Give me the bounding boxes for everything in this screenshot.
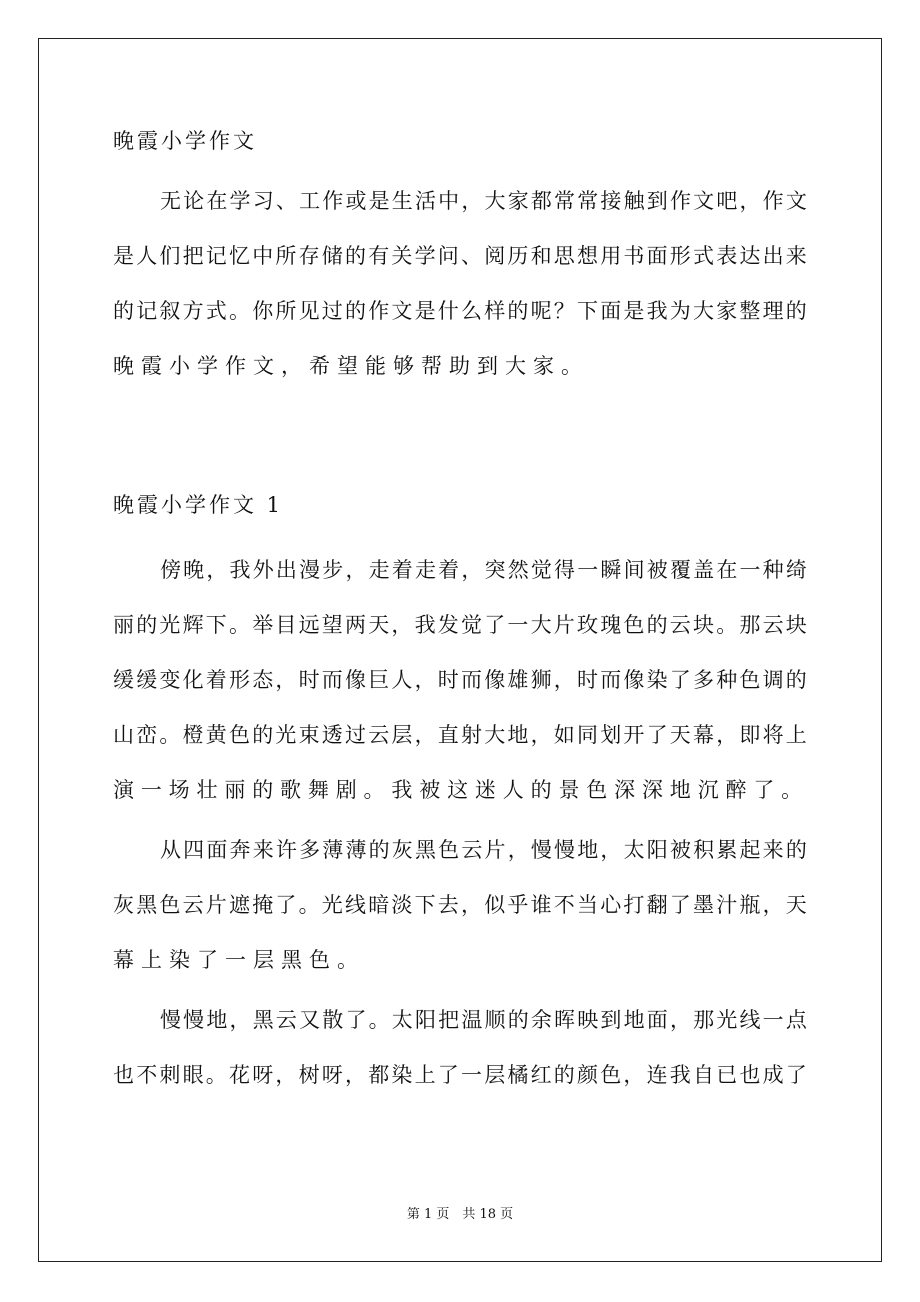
paragraph-line: 傍晚，我外出漫步，走着走着，突然觉得一瞬间被覆盖在一种绮 (160, 558, 810, 582)
paragraph-line: 演一场壮丽的歌舞剧。我被这迷人的景色深深地沉醉了。 (113, 778, 809, 802)
section-title: 晚霞小学作文 1 (113, 493, 284, 517)
document-title: 晚霞小学作文 (113, 129, 257, 153)
paragraph-line: 丽的光辉下。举目远望两天，我发觉了一大片玫瑰色的云块。那云块 (113, 613, 809, 637)
paragraph-line: 也不刺眼。花呀，树呀，都染上了一层橘红的颜色，连我自已也成了 (113, 1063, 809, 1087)
paragraph-line: 缓缓变化着形态，时而像巨人，时而像雄狮，时而像染了多种色调的 (113, 668, 809, 692)
paragraph-line: 从四面奔来许多薄薄的灰黑色云片，慢慢地，太阳被积累起来的 (160, 838, 810, 862)
paragraph-line: 山峦。橙黄色的光束透过云层，直射大地，如同划开了天幕，即将上 (113, 723, 809, 747)
intro-line: 的记叙方式。你所见过的作文是什么样的呢？下面是我为大家整理的 (113, 299, 809, 323)
intro-line: 无论在学习、工作或是生活中，大家都常常接触到作文吧，作文 (160, 189, 810, 213)
paragraph-line: 灰黑色云片遮掩了。光线暗淡下去，似乎谁不当心打翻了墨汁瓶，天 (113, 893, 809, 917)
intro-line: 是人们把记忆中所存储的有关学问、阅历和思想用书面形式表达出来 (113, 244, 809, 268)
page-number: 第 1 页 共 18 页 (406, 1207, 514, 1222)
paragraph-line: 幕上染了一层黑色。 (113, 948, 365, 972)
intro-line: 晚霞小学作文，希望能够帮助到大家。 (113, 354, 589, 378)
paragraph-line: 慢慢地，黑云又散了。太阳把温顺的余晖映到地面，那光线一点 (160, 1008, 810, 1032)
